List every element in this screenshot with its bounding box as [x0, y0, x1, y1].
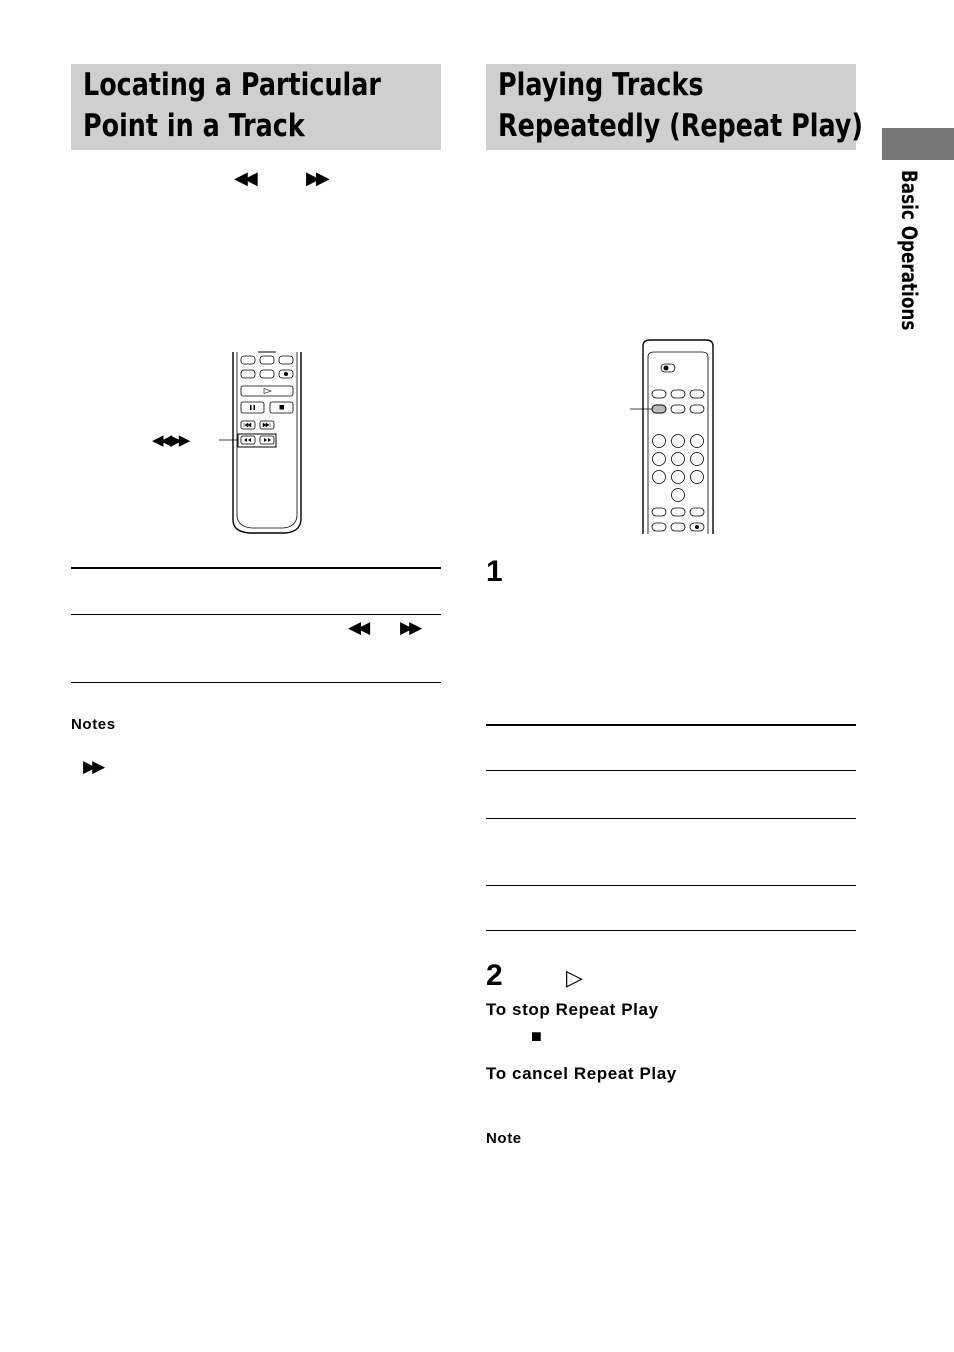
right-heading-box	[486, 64, 864, 150]
step-1-number: 1	[486, 555, 503, 588]
left-table-row-rule	[71, 614, 441, 615]
left-table-bottom-rule	[71, 682, 441, 683]
left-table-top-rule	[71, 567, 441, 569]
right-table-row3-rule	[486, 885, 856, 886]
left-title-line1: Locating a Particular	[83, 67, 381, 103]
right-table-row2-rule	[486, 818, 856, 819]
notes-label: Notes	[71, 716, 116, 733]
left-heading-box	[71, 64, 441, 150]
right-table-bottom-rule	[486, 930, 856, 931]
side-section-label: Basic Operations	[897, 170, 921, 331]
remote-rew-ff-callout: ◀◀ ▶▶	[152, 432, 188, 449]
right-table-row1-rule	[486, 770, 856, 771]
stop-repeat-heading: To stop Repeat Play	[486, 1000, 659, 1019]
play-icon: ▷	[566, 965, 583, 990]
left-title-line2: Point in a Track	[83, 108, 305, 144]
section-tab-marker	[882, 128, 954, 160]
table-forward-icon: ▶▶	[400, 618, 419, 637]
right-table-top-rule	[486, 724, 856, 726]
intro-rewind-icon: ◀◀	[234, 168, 254, 188]
table-rewind-icon: ◀◀	[348, 618, 367, 637]
stop-icon: ■	[531, 1026, 542, 1046]
note-label: Note	[486, 1130, 522, 1147]
right-title-line2: Repeatedly (Repeat Play)	[498, 108, 864, 144]
intro-forward-icon: ▶▶	[306, 168, 326, 188]
notes-forward-icon: ▶▶	[83, 757, 102, 776]
right-title-line1: Playing Tracks	[498, 67, 704, 103]
step-2-number: 2	[486, 959, 503, 992]
cancel-repeat-heading: To cancel Repeat Play	[486, 1064, 677, 1083]
